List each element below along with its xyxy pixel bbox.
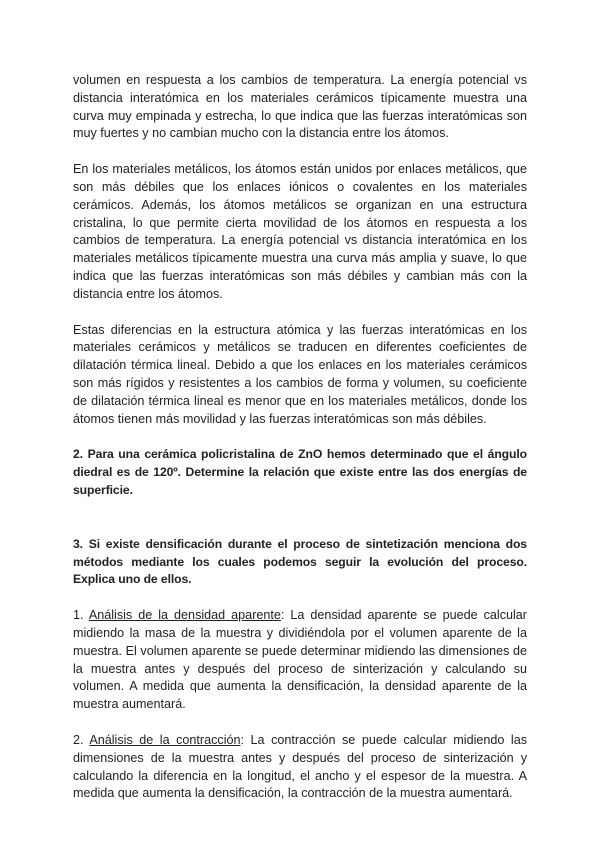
answer-2-body: : La contracción se puede calcular midiendo las dimensiones de la muestra antes y después del proceso de sinterización y calculando la diferencia en la longitud, el ancho y el espesor de la muestra. A medida que aumenta la densificación, la contracción de la muestra aumentará. (73, 732, 528, 801)
paragraph-ceramic-energy: volumen en respuesta a los cambios de temperatura. La energía potencial vs distancia interatómica en los materiales cerámicos típicamente muestra una curva muy empinada y estrecha, lo que indica que las fuerzas interatómicas son muy fuertes y no cambian mucho con la distancia entre los átomos. (73, 73, 527, 141)
question-2-heading: 2. Para una cerámica policristalina de ZnO hemos determinado que el ángulo diedral es de 120º. Determine la relación que existe entre las dos energías de superficie. (73, 447, 527, 497)
answer-2-number: 2. (73, 732, 90, 747)
answer-1-title: Análisis de la densidad aparente (88, 608, 281, 623)
answer-1-number: 1. (73, 608, 89, 623)
question-3-heading: 3. Si existe densificación durante el proceso de sintetización menciona dos métodos mediante los cuales podemos seguir la evolución del proceso. Explica uno de ellos. (73, 536, 527, 587)
answer-1-body: : La densidad aparente se puede calcular midiendo la masa de la muestra y dividiéndola por el volumen aparente de la muestra. El volumen aparente se puede determinar midiendo las dimensiones de la muestra antes y después del proceso de sinterización y calculando su volumen. A medida que aumenta la densificación, la densidad aparente de la muestra aumentará. (73, 608, 528, 712)
document-page (73, 72, 527, 803)
answer-2-paragraph (73, 732, 527, 803)
paragraph-thermal-expansion: Estas diferencias en la estructura atómica y las fuerzas interatómicas en los materiales cerámicos y metálicos se traducen en diferentes coeficientes de dilatación térmica lineal. Debido a que los enlaces en los materiales cerámicos son más rígidos y resistentes a los cambios de forma y volumen, su coeficiente de dilatación térmica lineal es menor que en los materiales metálicos, donde los átomos tienen más movilidad y las fuerzas interatómicas son más débiles. (73, 322, 527, 426)
paragraph-metallic-bonds: En los materiales metálicos, los átomos están unidos por enlaces metálicos, que son más débiles que los enlaces iónicos o covalentes en los materiales cerámicos. Además, los átomos metálicos se organizan en una estructura cristalina, lo que permite cierta movilidad de los átomos en respuesta a los cambios de temperatura. La energía potencial vs distancia interatómica en los materiales metálicos típicamente muestra una curva más amplia y suave, lo que indica que las fuerzas interatómicas son más débiles y cambian más con la distancia entre los átomos. (73, 162, 527, 301)
answer-1-paragraph (73, 607, 527, 714)
answer-2-title: Análisis de la contracción (89, 732, 241, 747)
